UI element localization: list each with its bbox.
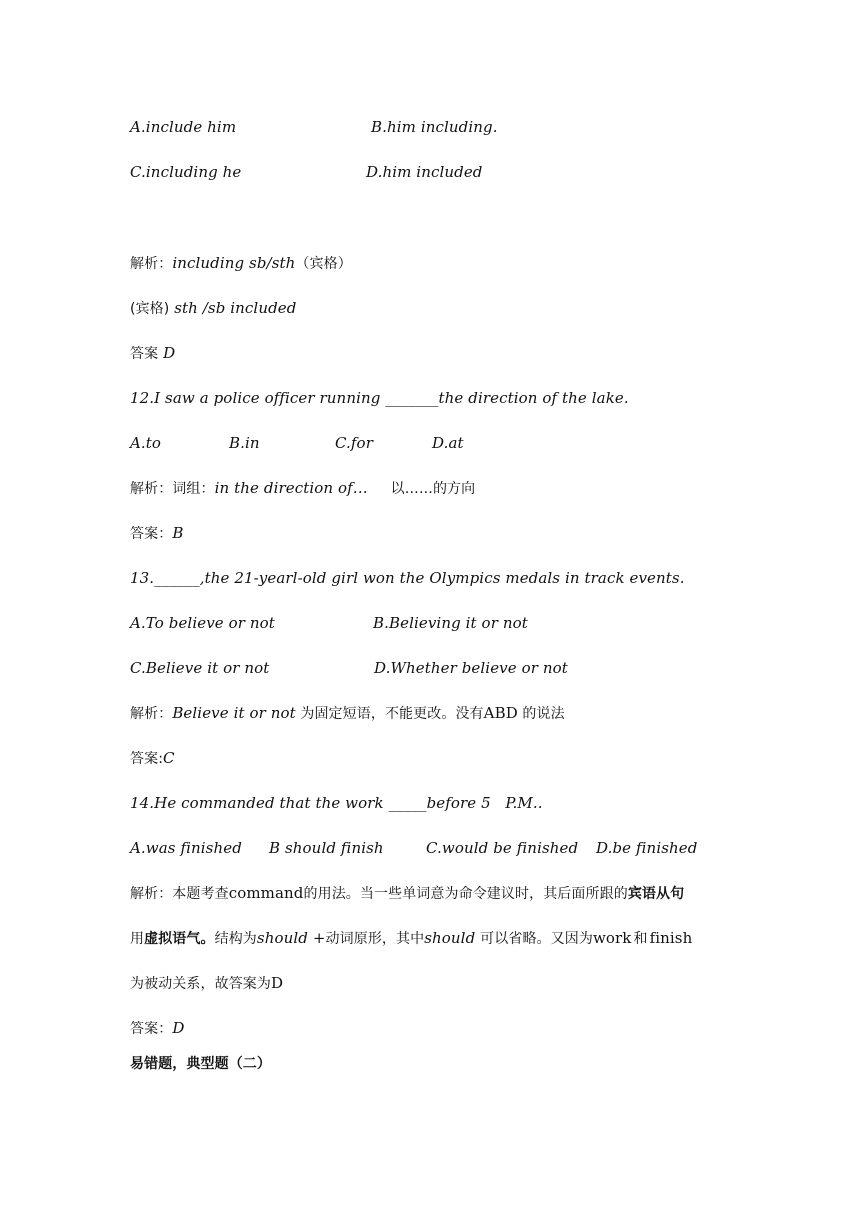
q12-analysis-latin: in the direction of… (214, 479, 368, 497)
q11-analysis-2-latin: sth /sb included (169, 299, 297, 317)
q13-analysis-cjk-2: 的说法 (517, 706, 565, 722)
q13-stem: 13.______,the 21-yearl-old girl won the Olympics medals in track events. (130, 569, 685, 587)
q11-analysis-line-2 (130, 298, 296, 319)
q11-option-d: D.him included (366, 163, 483, 181)
q12-stem: 12.I saw a police officer running _______the direction of the lake. (130, 389, 629, 407)
q14-analysis-l3-a: 为被动关系，故答案为 (130, 976, 271, 992)
q11-analysis-1-latin: including sb/sth (172, 254, 296, 272)
q11-answer-value: D (158, 344, 176, 362)
q14-analysis-l2-d: should + (256, 929, 326, 947)
q14-answer-label: 答案： (130, 1021, 173, 1037)
q14-option-c: C.would be finished (426, 839, 579, 857)
q13-option-c: C.Believe it or not (130, 659, 270, 677)
q14-analysis-l2-j: finish (649, 929, 693, 947)
q13-answer (130, 748, 175, 769)
q11-analysis-1-cjk: （宾格） (295, 256, 352, 272)
q12-analysis-cjk: 以……的方向 (367, 481, 476, 497)
q13-answer-label: 答案: (130, 751, 164, 767)
q14-option-b: B should finish (269, 839, 384, 857)
q13-analysis-cjk-1: 为固定短语，不能更改。没有 (295, 706, 484, 722)
q14-analysis-l2-i: 和 (633, 931, 648, 947)
q13-option-b: B.Believing it or not (373, 614, 528, 632)
q14-answer (130, 1018, 184, 1039)
q12-answer (130, 523, 183, 544)
q11-answer-label: 答案 (130, 346, 159, 362)
q14-analysis-l1-b: command (228, 884, 304, 902)
q12-answer-label: 答案： (130, 526, 173, 542)
q14-analysis-l2-c: 结构为 (214, 931, 257, 947)
q14-analysis-l1-d: 宾语从句 (627, 886, 685, 902)
q11-option-a: A.include him (130, 118, 237, 136)
q11-analysis-2-cjk: (宾格) (130, 301, 170, 317)
q11-answer (130, 343, 175, 364)
q12-option-b: B.in (229, 434, 260, 452)
q11-analysis-line-1 (130, 253, 352, 274)
q14-analysis-l2-h: work (592, 929, 632, 947)
q14-analysis-l1-c: 的用法。当一些单词意为命令建议时，其后面所跟的 (303, 886, 628, 902)
q14-answer-value: D (172, 1019, 185, 1037)
section-heading: 易错题，典型题（二） (130, 1056, 271, 1072)
q11-option-b: B.him including. (371, 118, 498, 136)
q13-option-d: D.Whether believe or not (374, 659, 568, 677)
q13-analysis-latin-2: ABD (483, 704, 518, 722)
q14-analysis-l1-a: 解析：本题考查 (130, 886, 229, 902)
q13-option-a: A.To believe or not (130, 614, 275, 632)
q11-option-c: C.including he (130, 163, 242, 181)
q14-analysis-line-2 (130, 928, 692, 949)
q14-analysis-l2-f: should (424, 929, 481, 947)
q14-analysis-l3-b: D (271, 974, 284, 992)
q12-option-c: C.for (335, 434, 373, 452)
q14-analysis-l2-g: 可以省略。又因为 (480, 931, 593, 947)
q14-analysis-line-1 (130, 883, 684, 904)
q13-analysis (130, 703, 565, 724)
q12-option-d: D.at (432, 434, 464, 452)
q13-answer-value: C (163, 749, 175, 767)
q14-analysis-line-3 (130, 973, 283, 994)
q14-analysis-l2-b: 虚拟语气。 (144, 931, 215, 947)
q12-answer-value: B (172, 524, 184, 542)
q14-stem: 14.He commanded that the work _____before 5 P.M.. (130, 794, 543, 812)
q14-analysis-l2-a: 用 (130, 931, 145, 947)
q13-analysis-label: 解析： (130, 706, 173, 722)
q14-option-d: D.be finished (596, 839, 698, 857)
q11-analysis-label: 解析： (130, 256, 173, 272)
q12-option-a: A.to (130, 434, 162, 452)
q12-analysis (130, 478, 475, 499)
q12-analysis-label: 解析：词组： (130, 481, 215, 497)
q14-option-a: A.was finished (130, 839, 242, 857)
q14-analysis-l2-e: 动词原形，其中 (325, 931, 425, 947)
q13-analysis-latin: Believe it or not (172, 704, 296, 722)
